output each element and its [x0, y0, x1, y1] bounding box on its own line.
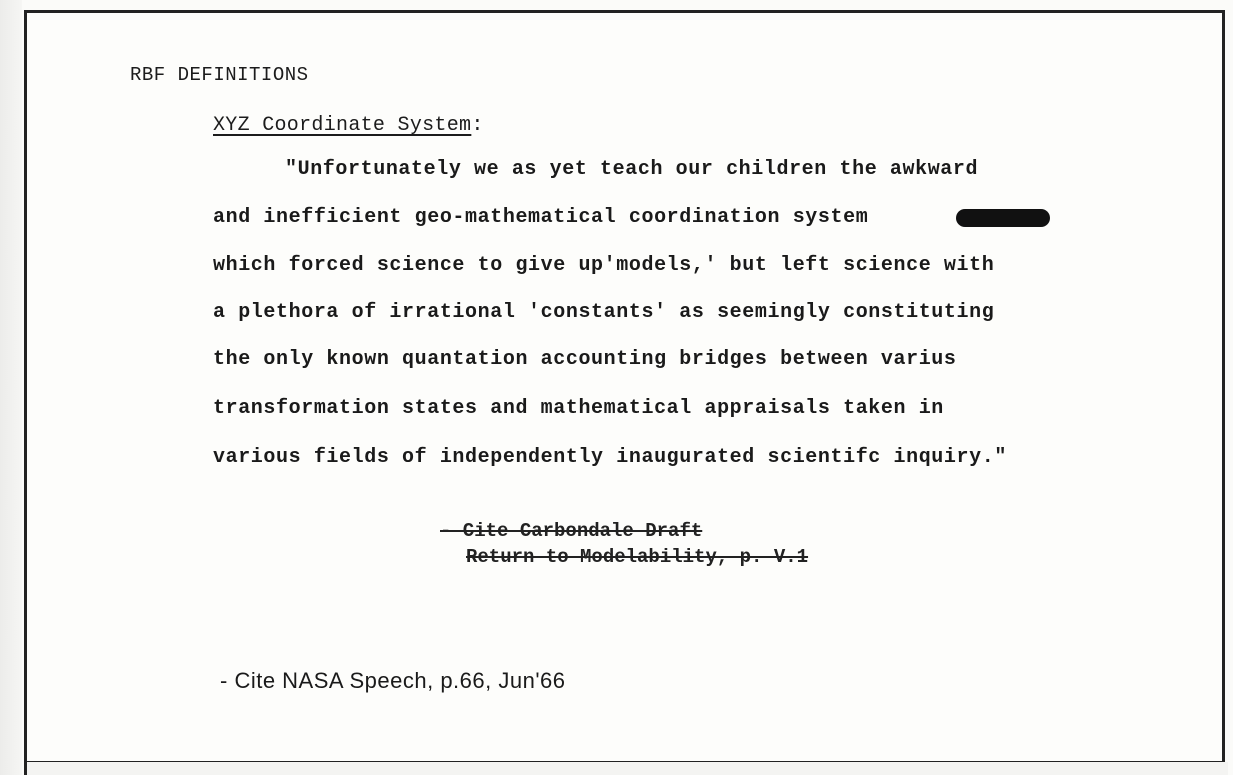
subheading — [213, 114, 484, 137]
document-card — [24, 10, 1225, 764]
quote-line-6: transformation states and mathematical appraisals taken in — [213, 397, 944, 420]
subheading-suffix: : — [471, 114, 484, 137]
quote-line-2: and inefficient geo-mathematical coordination system — [213, 206, 869, 229]
quote-line-7: various fields of independently inaugurated scientifc inquiry." — [213, 446, 1007, 469]
redaction-mark — [956, 209, 1050, 227]
card-bottom-edge — [24, 762, 1228, 775]
struck-citation-line-2: Return to Modelability, p. V.1 — [466, 546, 809, 568]
nasa-citation: - Cite NASA Speech, p.66, Jun'66 — [220, 668, 566, 693]
quote-line-4: a plethora of irrational 'constants' as seemingly constituting — [213, 301, 995, 324]
struck-citation-line-1: - Cite Carbondale Draft — [440, 520, 703, 542]
page-heading: RBF DEFINITIONS — [130, 64, 309, 86]
quote-line-1: "Unfortunately we as yet teach our children the awkward — [285, 158, 979, 181]
scan-margin — [0, 0, 22, 775]
subheading-text: XYZ Coordinate System — [213, 114, 472, 137]
quote-line-5: the only known quantation accounting bridges between varius — [213, 348, 957, 371]
quote-line-3: which forced science to give up'models,' but left science with — [213, 254, 995, 277]
